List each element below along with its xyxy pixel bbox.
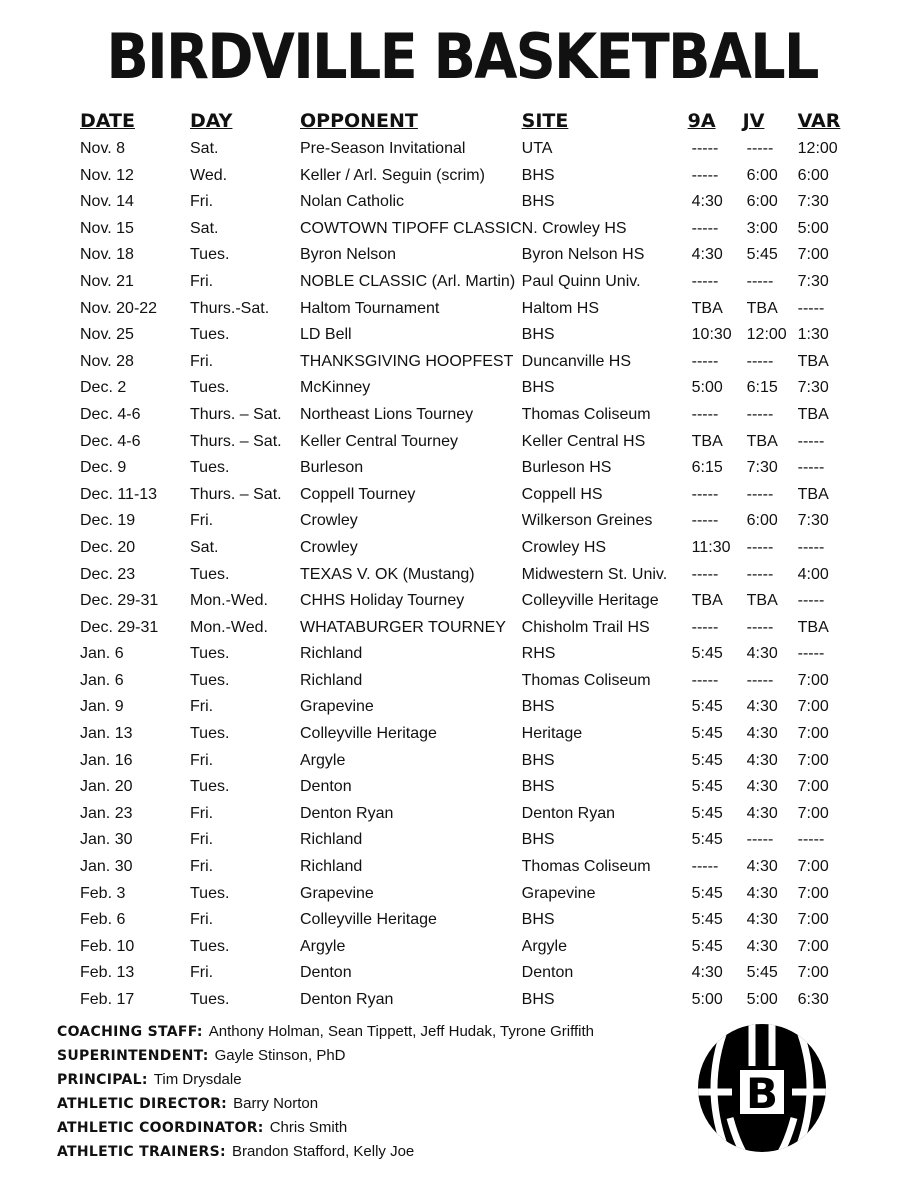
cell-date: Jan. 13: [80, 725, 133, 743]
cell-site: Haltom HS: [521, 299, 599, 317]
cell-time-var: 4:00: [797, 565, 829, 583]
cell-opponent: Grapevine: [300, 698, 374, 716]
cell-date: Jan. 16: [80, 751, 133, 769]
cell-site: BHS: [521, 193, 555, 211]
cell-time-jv: -----: [746, 272, 774, 290]
cell-time-jv: 4:30: [746, 778, 778, 796]
cell-site: Paul Quinn Univ.: [521, 272, 641, 290]
cell-time-9a: -----: [691, 858, 719, 876]
staff-line: [57, 1092, 594, 1116]
cell-opponent: Colleyville Heritage: [300, 911, 437, 929]
table-row: [80, 269, 858, 296]
table-row: [80, 216, 858, 243]
cell-time-var: 7:00: [797, 246, 829, 264]
staff-line: [57, 1116, 594, 1140]
cell-time-var: -----: [797, 645, 825, 663]
cell-date: Jan. 30: [80, 831, 133, 849]
cell-date: Dec. 2: [80, 379, 127, 397]
cell-time-jv: 4:30: [746, 645, 778, 663]
cell-time-jv: -----: [746, 671, 774, 689]
cell-day: Fri.: [190, 804, 214, 822]
table-row: [80, 482, 858, 509]
cell-opponent: Pre-Season Invitational: [300, 140, 466, 157]
table-row: [80, 455, 858, 482]
cell-date: Jan. 6: [80, 671, 124, 689]
cell-time-var: -----: [797, 592, 825, 610]
cell-time-jv: 6:00: [746, 166, 778, 184]
cell-site: BHS: [521, 326, 555, 344]
cell-time-9a: 5:45: [691, 911, 723, 929]
cell-site: BHS: [521, 698, 555, 716]
cell-day: Tues.: [190, 884, 230, 902]
cell-time-9a: 5:45: [691, 937, 723, 955]
staff-value: Brandon Stafford, Kelly Joe: [231, 1143, 415, 1160]
table-row: [80, 668, 858, 695]
header-jv: JV: [742, 110, 765, 132]
cell-opponent: Northeast Lions Tourney: [300, 405, 474, 423]
cell-time-jv: 4:30: [746, 884, 778, 902]
cell-day: Fri.: [190, 698, 214, 716]
table-row: [80, 801, 858, 828]
cell-time-jv: -----: [746, 140, 774, 157]
cell-time-jv: TBA: [746, 592, 778, 610]
cell-time-var: -----: [797, 538, 825, 556]
cell-site: Crowley HS: [521, 538, 607, 556]
cell-time-9a: 5:45: [691, 778, 723, 796]
cell-opponent: Denton: [300, 778, 352, 796]
staff-label: COACHING STAFF:: [57, 1024, 203, 1040]
cell-site: BHS: [521, 831, 555, 849]
cell-site: Byron Nelson HS: [521, 246, 645, 264]
cell-site: Denton: [521, 964, 574, 982]
cell-opponent: Richland: [300, 858, 363, 876]
cell-day: Thurs.-Sat.: [190, 299, 270, 317]
cell-site: Chisholm Trail HS: [521, 618, 650, 636]
cell-day: Thurs. – Sat.: [190, 432, 282, 450]
cell-time-9a: -----: [691, 272, 719, 290]
cell-time-jv: 4:30: [746, 911, 778, 929]
cell-opponent: Argyle: [300, 751, 346, 769]
cell-day: Sat.: [190, 140, 219, 157]
cell-time-9a: 5:45: [691, 831, 723, 849]
cell-time-var: -----: [797, 459, 825, 477]
cell-time-9a: -----: [691, 219, 719, 237]
cell-day: Thurs. – Sat.: [190, 405, 282, 423]
cell-day: Mon.-Wed.: [190, 592, 268, 610]
cell-time-var: 7:00: [797, 671, 829, 689]
cell-time-9a: -----: [691, 618, 719, 636]
cell-opponent: Denton Ryan: [300, 991, 394, 1008]
cell-time-jv: 4:30: [746, 858, 778, 876]
cell-day: Sat.: [190, 538, 219, 556]
cell-date: Feb. 17: [80, 991, 135, 1008]
cell-date: Nov. 25: [80, 326, 134, 344]
page-title: BIRDVILLE BASKETBALL: [106, 20, 818, 93]
cell-site: BHS: [521, 379, 555, 397]
cell-date: Nov. 20-22: [80, 299, 158, 317]
table-row: [80, 721, 858, 748]
cell-date: Nov. 12: [80, 166, 134, 184]
cell-opponent: TEXAS V. OK (Mustang): [300, 565, 475, 583]
table-row: [80, 907, 858, 934]
cell-time-jv: TBA: [746, 432, 778, 450]
cell-time-jv: 3:00: [746, 219, 778, 237]
staff-value: Barry Norton: [233, 1095, 319, 1112]
cell-day: Fri.: [190, 831, 214, 849]
table-row: [80, 960, 858, 987]
table-row: [80, 694, 858, 721]
table-row: [80, 296, 858, 323]
cell-time-9a: 5:45: [691, 751, 723, 769]
cell-opponent: NOBLE CLASSIC (Arl. Martin): [300, 272, 516, 290]
cell-time-var: -----: [797, 432, 825, 450]
cell-site: Denton Ryan: [521, 804, 616, 822]
basketball-b-logo-icon: [696, 1022, 828, 1154]
cell-date: Jan. 23: [80, 804, 133, 822]
cell-site: BHS: [521, 166, 555, 184]
cell-time-9a: -----: [691, 565, 719, 583]
cell-date: Feb. 6: [80, 911, 126, 929]
cell-time-var: 5:00: [797, 219, 829, 237]
cell-opponent: Richland: [300, 645, 363, 663]
cell-opponent: Keller Central Tourney: [300, 432, 459, 450]
table-row: [80, 402, 858, 429]
cell-site: Heritage: [521, 725, 583, 743]
cell-time-9a: 5:45: [691, 804, 723, 822]
cell-date: Dec. 19: [80, 512, 136, 530]
cell-time-var: 12:00: [797, 140, 838, 157]
cell-day: Fri.: [190, 858, 214, 876]
staff-line: [57, 1140, 594, 1164]
cell-site: Midwestern St. Univ.: [521, 565, 668, 583]
cell-time-var: 7:00: [797, 911, 829, 929]
header-var: VAR: [797, 110, 841, 132]
cell-time-var: 7:00: [797, 725, 829, 743]
cell-opponent: WHATABURGER TOURNEY: [300, 618, 506, 636]
cell-opponent: Richland: [300, 831, 363, 849]
table-row: [80, 588, 858, 615]
cell-opponent: Colleyville Heritage: [300, 725, 437, 743]
cell-day: Tues.: [190, 937, 230, 955]
cell-day: Tues.: [190, 379, 230, 397]
cell-time-jv: 4:30: [746, 937, 778, 955]
cell-site: Duncanville HS: [521, 352, 632, 370]
cell-time-9a: 5:00: [691, 991, 723, 1008]
cell-date: Dec. 4-6: [80, 405, 141, 423]
cell-time-jv: -----: [746, 352, 774, 370]
staff-line: [57, 1068, 594, 1092]
cell-time-9a: 4:30: [691, 964, 723, 982]
header-date: DATE: [80, 110, 135, 132]
cell-time-jv: -----: [746, 405, 774, 423]
cell-site: Colleyville Heritage: [521, 592, 659, 610]
cell-date: Jan. 20: [80, 778, 133, 796]
table-row: [80, 987, 858, 1014]
cell-time-9a: TBA: [691, 432, 723, 450]
cell-time-jv: -----: [746, 831, 774, 849]
cell-time-var: 7:00: [797, 751, 829, 769]
cell-day: Thurs. – Sat.: [190, 485, 282, 503]
cell-date: Feb. 10: [80, 937, 135, 955]
cell-day: Tues.: [190, 565, 230, 583]
staff-value: Tim Drysdale: [153, 1071, 242, 1088]
table-row: [80, 774, 858, 801]
cell-day: Tues.: [190, 991, 230, 1008]
cell-time-9a: -----: [691, 352, 719, 370]
cell-opponent: Nolan Catholic: [300, 193, 405, 211]
table-row: [80, 934, 858, 961]
staff-label: ATHLETIC COORDINATOR:: [57, 1120, 264, 1136]
schedule-body: [80, 136, 858, 1014]
staff-label: PRINCIPAL:: [57, 1072, 148, 1088]
cell-day: Tues.: [190, 459, 230, 477]
cell-time-jv: TBA: [746, 299, 778, 317]
cell-opponent: Byron Nelson: [300, 246, 397, 264]
cell-day: Wed.: [190, 166, 228, 184]
staff-line: [57, 1044, 594, 1068]
cell-date: Dec. 11-13: [80, 485, 158, 503]
cell-date: Dec. 29-31: [80, 592, 159, 610]
cell-opponent: McKinney: [300, 379, 371, 397]
cell-opponent: Denton Ryan: [300, 804, 394, 822]
cell-time-jv: 4:30: [746, 751, 778, 769]
cell-day: Tues.: [190, 778, 230, 796]
cell-time-var: 1:30: [797, 326, 829, 344]
logo-letter: B: [745, 1069, 779, 1118]
table-header-row: [80, 106, 858, 136]
cell-site: BHS: [521, 778, 555, 796]
cell-time-jv: 6:15: [746, 379, 778, 397]
cell-opponent: Coppell Tourney: [300, 485, 416, 503]
cell-time-var: 7:00: [797, 964, 829, 982]
cell-time-9a: 5:45: [691, 698, 723, 716]
cell-time-9a: 5:45: [691, 645, 723, 663]
cell-time-9a: TBA: [691, 592, 723, 610]
cell-time-9a: 10:30: [691, 326, 732, 344]
table-row: [80, 748, 858, 775]
cell-time-jv: 4:30: [746, 725, 778, 743]
cell-time-var: 7:30: [797, 193, 829, 211]
cell-opponent: Haltom Tournament: [300, 299, 440, 317]
cell-date: Feb. 13: [80, 964, 135, 982]
cell-site: Grapevine: [521, 884, 596, 902]
cell-date: Jan. 6: [80, 645, 124, 663]
table-row: [80, 827, 858, 854]
cell-day: Fri.: [190, 751, 214, 769]
table-row: [80, 881, 858, 908]
cell-time-9a: -----: [691, 671, 719, 689]
staff-list: [57, 1020, 594, 1164]
cell-date: Nov. 18: [80, 246, 134, 264]
cell-time-9a: 4:30: [691, 246, 723, 264]
cell-date: Dec. 29-31: [80, 618, 159, 636]
schedule-table: [80, 106, 858, 1014]
cell-time-9a: 11:30: [691, 538, 731, 556]
cell-time-var: 7:00: [797, 884, 829, 902]
cell-day: Sat.: [190, 219, 219, 237]
table-row: [80, 349, 858, 376]
table-row: [80, 615, 858, 642]
cell-time-9a: TBA: [691, 299, 723, 317]
table-row: [80, 641, 858, 668]
cell-opponent: Keller / Arl. Seguin (scrim): [300, 166, 485, 184]
cell-time-jv: -----: [746, 565, 774, 583]
cell-time-var: 7:00: [797, 804, 829, 822]
cell-time-jv: -----: [746, 618, 774, 636]
cell-time-jv: 4:30: [746, 804, 778, 822]
cell-day: Fri.: [190, 512, 214, 530]
table-row: [80, 242, 858, 269]
cell-site: Wilkerson Greines: [521, 512, 653, 530]
table-row: [80, 189, 858, 216]
cell-date: Jan. 9: [80, 698, 124, 716]
table-row: [80, 429, 858, 456]
cell-opponent: COWTOWN TIPOFF CLASSIC: [300, 219, 522, 237]
cell-time-jv: 5:45: [746, 246, 778, 264]
cell-time-var: 7:00: [797, 858, 829, 876]
cell-site: N. Crowley HS: [521, 219, 627, 237]
cell-opponent: Crowley: [300, 512, 358, 530]
cell-time-jv: -----: [746, 538, 774, 556]
cell-date: Nov. 8: [80, 140, 126, 157]
cell-time-9a: 5:45: [691, 884, 723, 902]
cell-time-9a: -----: [691, 405, 719, 423]
cell-date: Nov. 28: [80, 352, 134, 370]
cell-time-var: 7:00: [797, 937, 829, 955]
staff-line: [57, 1020, 594, 1044]
cell-time-jv: 7:30: [746, 459, 778, 477]
cell-opponent: Richland: [300, 671, 363, 689]
cell-opponent: Burleson: [300, 459, 364, 477]
cell-day: Tues.: [190, 725, 230, 743]
cell-date: Dec. 9: [80, 459, 127, 477]
cell-time-var: 6:00: [797, 166, 829, 184]
cell-day: Tues.: [190, 326, 230, 344]
cell-time-jv: 6:00: [746, 512, 778, 530]
cell-site: Argyle: [521, 937, 567, 955]
cell-site: Thomas Coliseum: [521, 671, 651, 689]
cell-time-var: TBA: [797, 405, 829, 423]
cell-opponent: Grapevine: [300, 884, 374, 902]
cell-day: Mon.-Wed.: [190, 618, 268, 636]
cell-date: Dec. 23: [80, 565, 136, 583]
cell-time-jv: 4:30: [746, 698, 778, 716]
cell-time-9a: 5:45: [691, 725, 723, 743]
cell-day: Fri.: [190, 272, 214, 290]
cell-time-var: 7:30: [797, 379, 829, 397]
cell-site: Keller Central HS: [521, 432, 646, 450]
cell-site: Thomas Coliseum: [521, 405, 651, 423]
table-row: [80, 535, 858, 562]
staff-label: SUPERINTENDENT:: [57, 1048, 209, 1064]
cell-opponent: THANKSGIVING HOOPFEST: [300, 352, 514, 370]
staff-value: Chris Smith: [269, 1119, 348, 1136]
cell-time-jv: 6:00: [746, 193, 778, 211]
cell-opponent: Denton: [300, 964, 352, 982]
cell-time-var: TBA: [797, 352, 829, 370]
header-day: DAY: [190, 110, 233, 132]
cell-site: Burleson HS: [521, 459, 612, 477]
cell-date: Dec. 4-6: [80, 432, 141, 450]
staff-value: Gayle Stinson, PhD: [214, 1047, 346, 1064]
cell-time-9a: -----: [691, 140, 719, 157]
table-row: [80, 508, 858, 535]
cell-day: Fri.: [190, 964, 214, 982]
cell-site: UTA: [521, 140, 553, 157]
cell-time-9a: 5:00: [691, 379, 723, 397]
cell-time-jv: 12:00: [746, 326, 787, 344]
table-row: [80, 375, 858, 402]
cell-time-var: 7:00: [797, 778, 829, 796]
cell-day: Fri.: [190, 193, 214, 211]
cell-day: Tues.: [190, 671, 230, 689]
table-row: [80, 163, 858, 190]
header-9a: 9A: [687, 110, 716, 132]
cell-site: BHS: [521, 911, 555, 929]
cell-site: Thomas Coliseum: [521, 858, 651, 876]
cell-day: Fri.: [190, 911, 214, 929]
table-row: [80, 562, 858, 589]
cell-site: RHS: [521, 645, 556, 663]
cell-day: Tues.: [190, 246, 230, 264]
cell-opponent: Argyle: [300, 937, 346, 955]
cell-time-jv: -----: [746, 485, 774, 503]
cell-time-9a: -----: [691, 485, 719, 503]
cell-opponent: CHHS Holiday Tourney: [300, 592, 465, 610]
cell-time-jv: 5:45: [746, 964, 778, 982]
cell-site: Coppell HS: [521, 485, 603, 503]
table-row: [80, 322, 858, 349]
table-row: [80, 854, 858, 881]
table-row: [80, 136, 858, 163]
cell-time-var: TBA: [797, 485, 829, 503]
cell-date: Jan. 30: [80, 858, 133, 876]
cell-date: Nov. 15: [80, 219, 134, 237]
cell-time-var: 7:30: [797, 272, 829, 290]
cell-site: BHS: [521, 991, 555, 1008]
cell-time-9a: -----: [691, 512, 719, 530]
cell-time-var: TBA: [797, 618, 829, 636]
cell-time-9a: 6:15: [691, 459, 723, 477]
cell-opponent: LD Bell: [300, 326, 352, 344]
cell-time-var: 7:00: [797, 698, 829, 716]
cell-time-var: -----: [797, 299, 825, 317]
cell-site: BHS: [521, 751, 555, 769]
header-site: SITE: [521, 110, 569, 132]
cell-time-var: -----: [797, 831, 825, 849]
cell-time-var: 7:30: [797, 512, 829, 530]
header-opponent: OPPONENT: [300, 110, 418, 132]
cell-time-var: 6:30: [797, 991, 829, 1008]
cell-day: Fri.: [190, 352, 214, 370]
staff-label: ATHLETIC TRAINERS:: [57, 1144, 226, 1160]
cell-day: Tues.: [190, 645, 230, 663]
staff-label: ATHLETIC DIRECTOR:: [57, 1096, 228, 1112]
cell-date: Feb. 3: [80, 884, 126, 902]
staff-value: Anthony Holman, Sean Tippett, Jeff Hudak, Tyrone Griffith: [208, 1023, 594, 1040]
cell-date: Nov. 21: [80, 272, 134, 290]
cell-time-jv: 5:00: [746, 991, 778, 1008]
cell-time-9a: -----: [691, 166, 719, 184]
cell-time-9a: 4:30: [691, 193, 723, 211]
cell-date: Dec. 20: [80, 538, 136, 556]
cell-date: Nov. 14: [80, 193, 134, 211]
cell-opponent: Crowley: [300, 538, 358, 556]
